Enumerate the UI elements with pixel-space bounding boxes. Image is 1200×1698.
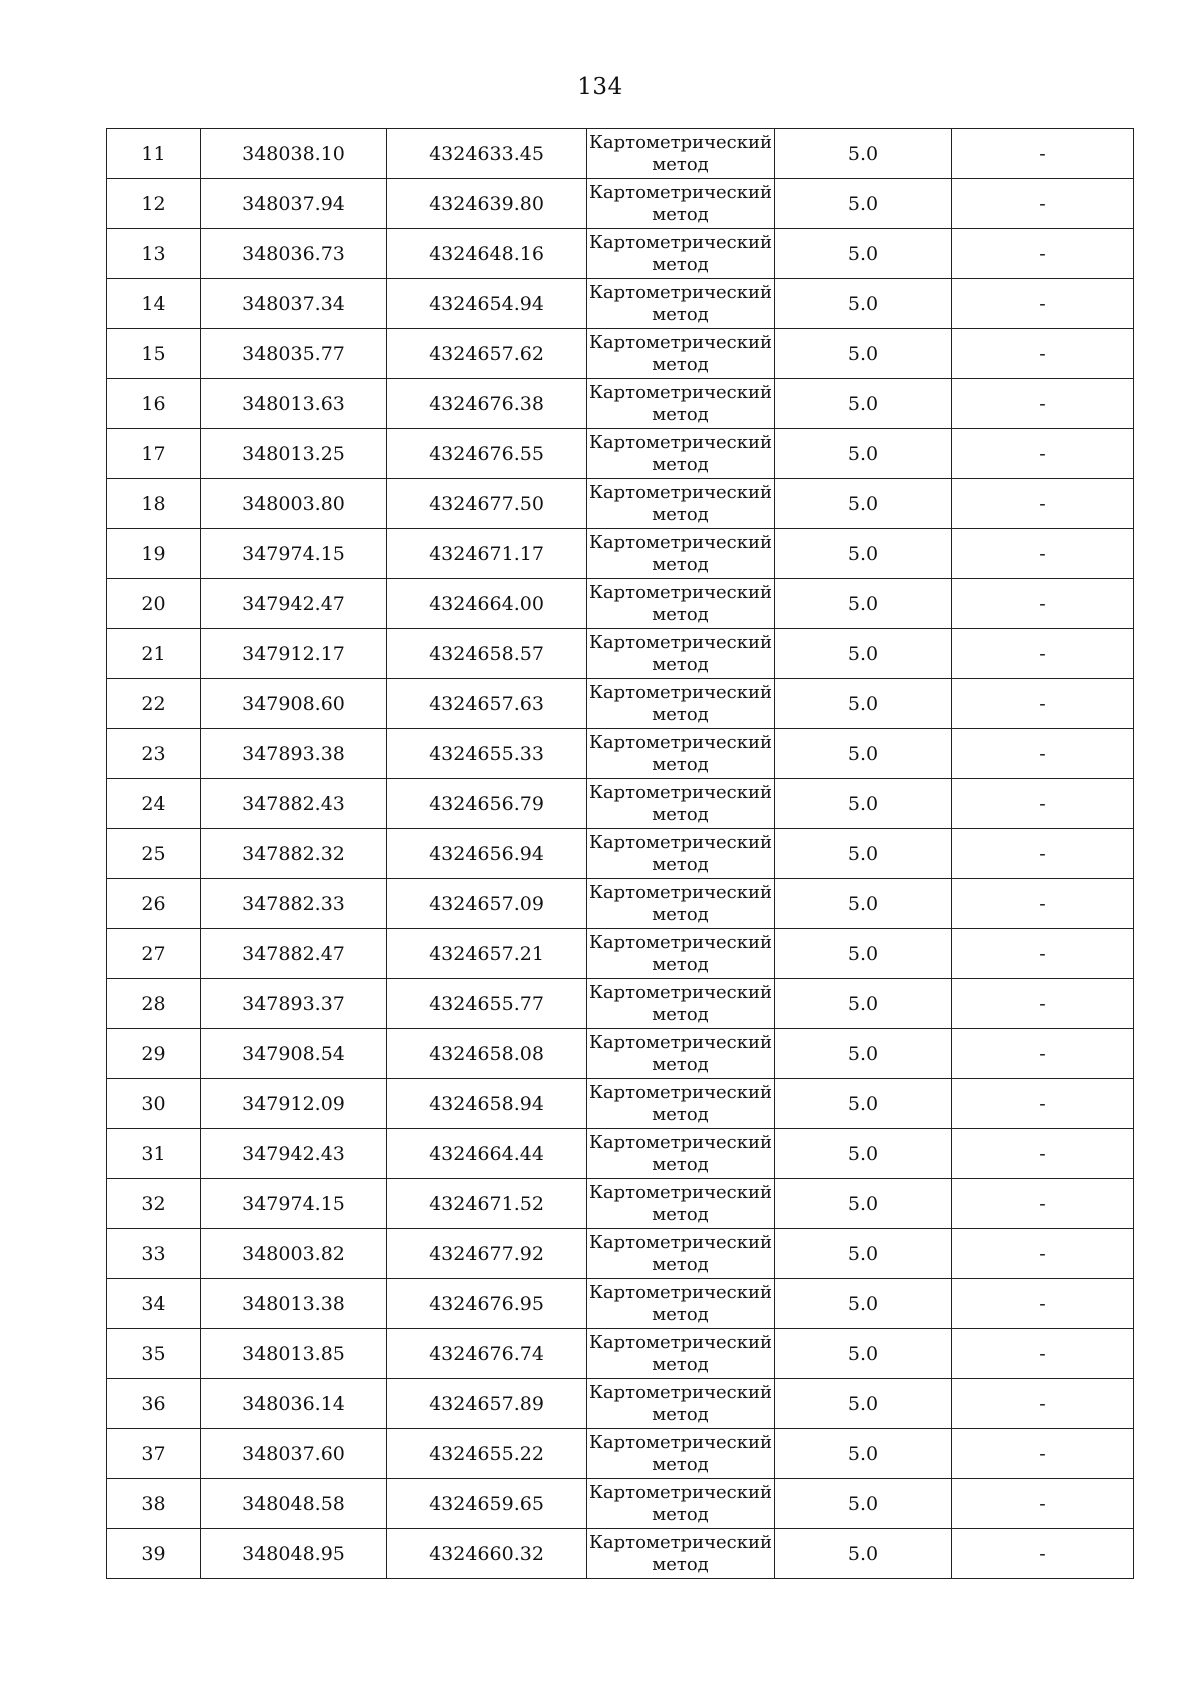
note-cell: - <box>952 1379 1134 1429</box>
accuracy-cell: 5.0 <box>775 1179 952 1229</box>
method-cell <box>587 829 775 879</box>
accuracy-cell: 5.0 <box>775 179 952 229</box>
table-row <box>107 1429 1134 1479</box>
y-coordinate-cell: 4324658.94 <box>387 1079 587 1129</box>
point-number-cell: 24 <box>107 779 201 829</box>
x-coordinate-cell: 348013.38 <box>201 1279 387 1329</box>
point-number-cell: 28 <box>107 979 201 1029</box>
method-label-line1: Картометрический <box>589 1281 772 1303</box>
point-number-cell: 20 <box>107 579 201 629</box>
method-label-line2: метод <box>652 503 709 525</box>
method-label-line1: Картометрический <box>589 1031 772 1053</box>
accuracy-cell: 5.0 <box>775 429 952 479</box>
y-coordinate-cell: 4324671.17 <box>387 529 587 579</box>
method-cell <box>587 679 775 729</box>
method-label-line2: метод <box>652 853 709 875</box>
x-coordinate-cell: 347882.47 <box>201 929 387 979</box>
y-coordinate-cell: 4324664.00 <box>387 579 587 629</box>
method-cell <box>587 229 775 279</box>
point-number-cell: 29 <box>107 1029 201 1079</box>
y-coordinate-cell: 4324657.21 <box>387 929 587 979</box>
method-label-line1: Картометрический <box>589 1531 772 1553</box>
method-label-line2: метод <box>652 753 709 775</box>
method-label-line1: Картометрический <box>589 481 772 503</box>
method-label-line1: Картометрический <box>589 181 772 203</box>
accuracy-cell: 5.0 <box>775 979 952 1029</box>
method-label-line2: метод <box>652 1503 709 1525</box>
method-cell <box>587 579 775 629</box>
x-coordinate-cell: 348003.80 <box>201 479 387 529</box>
x-coordinate-cell: 347893.38 <box>201 729 387 779</box>
x-coordinate-cell: 348035.77 <box>201 329 387 379</box>
method-label-line1: Картометрический <box>589 1231 772 1253</box>
accuracy-cell: 5.0 <box>775 379 952 429</box>
y-coordinate-cell: 4324660.32 <box>387 1529 587 1579</box>
note-cell: - <box>952 279 1134 329</box>
table-row <box>107 1179 1134 1229</box>
note-cell: - <box>952 179 1134 229</box>
x-coordinate-cell: 347908.60 <box>201 679 387 729</box>
x-coordinate-cell: 347912.17 <box>201 629 387 679</box>
table-row <box>107 1329 1134 1379</box>
method-label-line2: метод <box>652 1053 709 1075</box>
accuracy-cell: 5.0 <box>775 329 952 379</box>
method-label-line2: метод <box>652 1253 709 1275</box>
accuracy-cell: 5.0 <box>775 1129 952 1179</box>
method-label-line2: метод <box>652 453 709 475</box>
method-cell <box>587 779 775 829</box>
accuracy-cell: 5.0 <box>775 1329 952 1379</box>
point-number-cell: 21 <box>107 629 201 679</box>
y-coordinate-cell: 4324671.52 <box>387 1179 587 1229</box>
x-coordinate-cell: 348038.10 <box>201 129 387 179</box>
page-number: 134 <box>577 74 623 100</box>
note-cell: - <box>952 1029 1134 1079</box>
accuracy-cell: 5.0 <box>775 729 952 779</box>
table-row <box>107 779 1134 829</box>
method-label-line1: Картометрический <box>589 281 772 303</box>
method-label-line2: метод <box>652 1303 709 1325</box>
method-cell <box>587 1329 775 1379</box>
note-cell: - <box>952 579 1134 629</box>
y-coordinate-cell: 4324658.08 <box>387 1029 587 1079</box>
method-cell <box>587 729 775 779</box>
y-coordinate-cell: 4324664.44 <box>387 1129 587 1179</box>
point-number-cell: 37 <box>107 1429 201 1479</box>
accuracy-cell: 5.0 <box>775 879 952 929</box>
method-label-line1: Картометрический <box>589 131 772 153</box>
x-coordinate-cell: 347882.43 <box>201 779 387 829</box>
point-number-cell: 12 <box>107 179 201 229</box>
x-coordinate-cell: 347882.33 <box>201 879 387 929</box>
x-coordinate-cell: 347974.15 <box>201 529 387 579</box>
y-coordinate-cell: 4324657.09 <box>387 879 587 929</box>
x-coordinate-cell: 347908.54 <box>201 1029 387 1079</box>
x-coordinate-cell: 348037.60 <box>201 1429 387 1479</box>
table-row <box>107 1229 1134 1279</box>
point-number-cell: 22 <box>107 679 201 729</box>
note-cell: - <box>952 1429 1134 1479</box>
table-row <box>107 429 1134 479</box>
point-number-cell: 16 <box>107 379 201 429</box>
point-number-cell: 31 <box>107 1129 201 1179</box>
table-row <box>107 729 1134 779</box>
method-label-line2: метод <box>652 1003 709 1025</box>
method-cell <box>587 1029 775 1079</box>
method-label-line2: метод <box>652 803 709 825</box>
x-coordinate-cell: 348013.25 <box>201 429 387 479</box>
method-label-line1: Картометрический <box>589 681 772 703</box>
point-number-cell: 25 <box>107 829 201 879</box>
method-label-line1: Картометрический <box>589 531 772 553</box>
point-number-cell: 26 <box>107 879 201 929</box>
note-cell: - <box>952 679 1134 729</box>
y-coordinate-cell: 4324657.62 <box>387 329 587 379</box>
table-row <box>107 1129 1134 1179</box>
x-coordinate-cell: 348048.95 <box>201 1529 387 1579</box>
method-cell <box>587 1179 775 1229</box>
point-number-cell: 34 <box>107 1279 201 1329</box>
method-label-line1: Картометрический <box>589 831 772 853</box>
method-cell <box>587 479 775 529</box>
note-cell: - <box>952 629 1134 679</box>
table-row <box>107 579 1134 629</box>
method-label-line2: метод <box>652 403 709 425</box>
table-row <box>107 479 1134 529</box>
accuracy-cell: 5.0 <box>775 929 952 979</box>
method-label-line1: Картометрический <box>589 1381 772 1403</box>
x-coordinate-cell: 348037.94 <box>201 179 387 229</box>
y-coordinate-cell: 4324639.80 <box>387 179 587 229</box>
method-label-line1: Картометрический <box>589 381 772 403</box>
method-label-line2: метод <box>652 1203 709 1225</box>
note-cell: - <box>952 879 1134 929</box>
accuracy-cell: 5.0 <box>775 129 952 179</box>
accuracy-cell: 5.0 <box>775 1529 952 1579</box>
point-number-cell: 30 <box>107 1079 201 1129</box>
note-cell: - <box>952 1329 1134 1379</box>
y-coordinate-cell: 4324655.33 <box>387 729 587 779</box>
point-number-cell: 15 <box>107 329 201 379</box>
y-coordinate-cell: 4324676.55 <box>387 429 587 479</box>
note-cell: - <box>952 329 1134 379</box>
table-row <box>107 329 1134 379</box>
point-number-cell: 13 <box>107 229 201 279</box>
y-coordinate-cell: 4324676.74 <box>387 1329 587 1379</box>
method-label-line2: метод <box>652 553 709 575</box>
accuracy-cell: 5.0 <box>775 529 952 579</box>
method-label-line1: Картометрический <box>589 581 772 603</box>
accuracy-cell: 5.0 <box>775 229 952 279</box>
point-number-cell: 36 <box>107 1379 201 1429</box>
method-label-line2: метод <box>652 353 709 375</box>
table-row <box>107 179 1134 229</box>
x-coordinate-cell: 348013.63 <box>201 379 387 429</box>
accuracy-cell: 5.0 <box>775 829 952 879</box>
point-number-cell: 19 <box>107 529 201 579</box>
x-coordinate-cell: 348013.85 <box>201 1329 387 1379</box>
method-label-line2: метод <box>652 203 709 225</box>
accuracy-cell: 5.0 <box>775 1279 952 1329</box>
method-cell <box>587 1129 775 1179</box>
y-coordinate-cell: 4324677.50 <box>387 479 587 529</box>
y-coordinate-cell: 4324658.57 <box>387 629 587 679</box>
x-coordinate-cell: 348036.73 <box>201 229 387 279</box>
y-coordinate-cell: 4324676.38 <box>387 379 587 429</box>
x-coordinate-cell: 347942.47 <box>201 579 387 629</box>
method-label-line2: метод <box>652 603 709 625</box>
method-cell <box>587 129 775 179</box>
table-row <box>107 529 1134 579</box>
table-row <box>107 829 1134 879</box>
note-cell: - <box>952 479 1134 529</box>
table-row <box>107 1029 1134 1079</box>
note-cell: - <box>952 1479 1134 1529</box>
method-label-line1: Картометрический <box>589 431 772 453</box>
accuracy-cell: 5.0 <box>775 1079 952 1129</box>
table-row <box>107 379 1134 429</box>
y-coordinate-cell: 4324676.95 <box>387 1279 587 1329</box>
method-cell <box>587 929 775 979</box>
y-coordinate-cell: 4324659.65 <box>387 1479 587 1529</box>
method-cell <box>587 1529 775 1579</box>
table-row <box>107 629 1134 679</box>
x-coordinate-cell: 348037.34 <box>201 279 387 329</box>
point-number-cell: 11 <box>107 129 201 179</box>
method-label-line2: метод <box>652 153 709 175</box>
table-row <box>107 279 1134 329</box>
x-coordinate-cell: 348003.82 <box>201 1229 387 1279</box>
point-number-cell: 18 <box>107 479 201 529</box>
table-row <box>107 879 1134 929</box>
accuracy-cell: 5.0 <box>775 279 952 329</box>
method-label-line2: метод <box>652 1353 709 1375</box>
method-label-line1: Картометрический <box>589 331 772 353</box>
method-label-line1: Картометрический <box>589 1081 772 1103</box>
coordinates-table <box>106 128 1134 1579</box>
method-label-line2: метод <box>652 1403 709 1425</box>
method-cell <box>587 179 775 229</box>
y-coordinate-cell: 4324655.77 <box>387 979 587 1029</box>
point-number-cell: 35 <box>107 1329 201 1379</box>
accuracy-cell: 5.0 <box>775 1229 952 1279</box>
method-label-line2: метод <box>652 303 709 325</box>
point-number-cell: 23 <box>107 729 201 779</box>
method-label-line1: Картометрический <box>589 881 772 903</box>
accuracy-cell: 5.0 <box>775 1479 952 1529</box>
point-number-cell: 27 <box>107 929 201 979</box>
method-label-line1: Картометрический <box>589 631 772 653</box>
accuracy-cell: 5.0 <box>775 1029 952 1079</box>
table-row <box>107 1279 1134 1329</box>
method-cell <box>587 1079 775 1129</box>
x-coordinate-cell: 348036.14 <box>201 1379 387 1429</box>
method-label-line1: Картометрический <box>589 1481 772 1503</box>
method-cell <box>587 329 775 379</box>
method-cell <box>587 979 775 1029</box>
table-row <box>107 979 1134 1029</box>
y-coordinate-cell: 4324657.89 <box>387 1379 587 1429</box>
method-label-line1: Картометрический <box>589 231 772 253</box>
x-coordinate-cell: 347974.15 <box>201 1179 387 1229</box>
method-cell <box>587 529 775 579</box>
accuracy-cell: 5.0 <box>775 579 952 629</box>
note-cell: - <box>952 529 1134 579</box>
note-cell: - <box>952 1279 1134 1329</box>
x-coordinate-cell: 347912.09 <box>201 1079 387 1129</box>
note-cell: - <box>952 979 1134 1029</box>
method-label-line2: метод <box>652 653 709 675</box>
method-label-line1: Картометрический <box>589 731 772 753</box>
accuracy-cell: 5.0 <box>775 1379 952 1429</box>
x-coordinate-cell: 347882.32 <box>201 829 387 879</box>
method-cell <box>587 1229 775 1279</box>
method-cell <box>587 629 775 679</box>
accuracy-cell: 5.0 <box>775 679 952 729</box>
method-cell <box>587 1479 775 1529</box>
method-label-line1: Картометрический <box>589 981 772 1003</box>
method-label-line1: Картометрический <box>589 931 772 953</box>
table-row <box>107 929 1134 979</box>
method-cell <box>587 1379 775 1429</box>
note-cell: - <box>952 1179 1134 1229</box>
method-label-line2: метод <box>652 703 709 725</box>
y-coordinate-cell: 4324656.79 <box>387 779 587 829</box>
accuracy-cell: 5.0 <box>775 479 952 529</box>
point-number-cell: 32 <box>107 1179 201 1229</box>
note-cell: - <box>952 1129 1134 1179</box>
note-cell: - <box>952 829 1134 879</box>
method-label-line1: Картометрический <box>589 1131 772 1153</box>
y-coordinate-cell: 4324633.45 <box>387 129 587 179</box>
x-coordinate-cell: 348048.58 <box>201 1479 387 1529</box>
table-row <box>107 129 1134 179</box>
note-cell: - <box>952 929 1134 979</box>
method-label-line1: Картометрический <box>589 1331 772 1353</box>
point-number-cell: 17 <box>107 429 201 479</box>
method-label-line2: метод <box>652 1153 709 1175</box>
note-cell: - <box>952 1229 1134 1279</box>
method-cell <box>587 1429 775 1479</box>
table-row <box>107 1379 1134 1429</box>
point-number-cell: 14 <box>107 279 201 329</box>
note-cell: - <box>952 779 1134 829</box>
y-coordinate-cell: 4324654.94 <box>387 279 587 329</box>
method-label-line2: метод <box>652 953 709 975</box>
coordinates-table-body <box>107 129 1134 1579</box>
note-cell: - <box>952 729 1134 779</box>
method-label-line2: метод <box>652 1553 709 1575</box>
method-label-line1: Картометрический <box>589 1181 772 1203</box>
method-label-line2: метод <box>652 903 709 925</box>
accuracy-cell: 5.0 <box>775 629 952 679</box>
y-coordinate-cell: 4324677.92 <box>387 1229 587 1279</box>
method-label-line1: Картометрический <box>589 781 772 803</box>
note-cell: - <box>952 129 1134 179</box>
table-row <box>107 229 1134 279</box>
method-cell <box>587 279 775 329</box>
point-number-cell: 33 <box>107 1229 201 1279</box>
note-cell: - <box>952 229 1134 279</box>
accuracy-cell: 5.0 <box>775 1429 952 1479</box>
point-number-cell: 39 <box>107 1529 201 1579</box>
method-label-line2: метод <box>652 1103 709 1125</box>
y-coordinate-cell: 4324657.63 <box>387 679 587 729</box>
y-coordinate-cell: 4324656.94 <box>387 829 587 879</box>
note-cell: - <box>952 1079 1134 1129</box>
y-coordinate-cell: 4324655.22 <box>387 1429 587 1479</box>
y-coordinate-cell: 4324648.16 <box>387 229 587 279</box>
method-label-line1: Картометрический <box>589 1431 772 1453</box>
accuracy-cell: 5.0 <box>775 779 952 829</box>
method-label-line2: метод <box>652 1453 709 1475</box>
point-number-cell: 38 <box>107 1479 201 1529</box>
x-coordinate-cell: 347942.43 <box>201 1129 387 1179</box>
table-row <box>107 679 1134 729</box>
note-cell: - <box>952 429 1134 479</box>
note-cell: - <box>952 379 1134 429</box>
method-cell <box>587 1279 775 1329</box>
table-row <box>107 1529 1134 1579</box>
method-label-line2: метод <box>652 253 709 275</box>
method-cell <box>587 429 775 479</box>
table-row <box>107 1479 1134 1529</box>
x-coordinate-cell: 347893.37 <box>201 979 387 1029</box>
method-cell <box>587 379 775 429</box>
note-cell: - <box>952 1529 1134 1579</box>
method-cell <box>587 879 775 929</box>
table-row <box>107 1079 1134 1129</box>
